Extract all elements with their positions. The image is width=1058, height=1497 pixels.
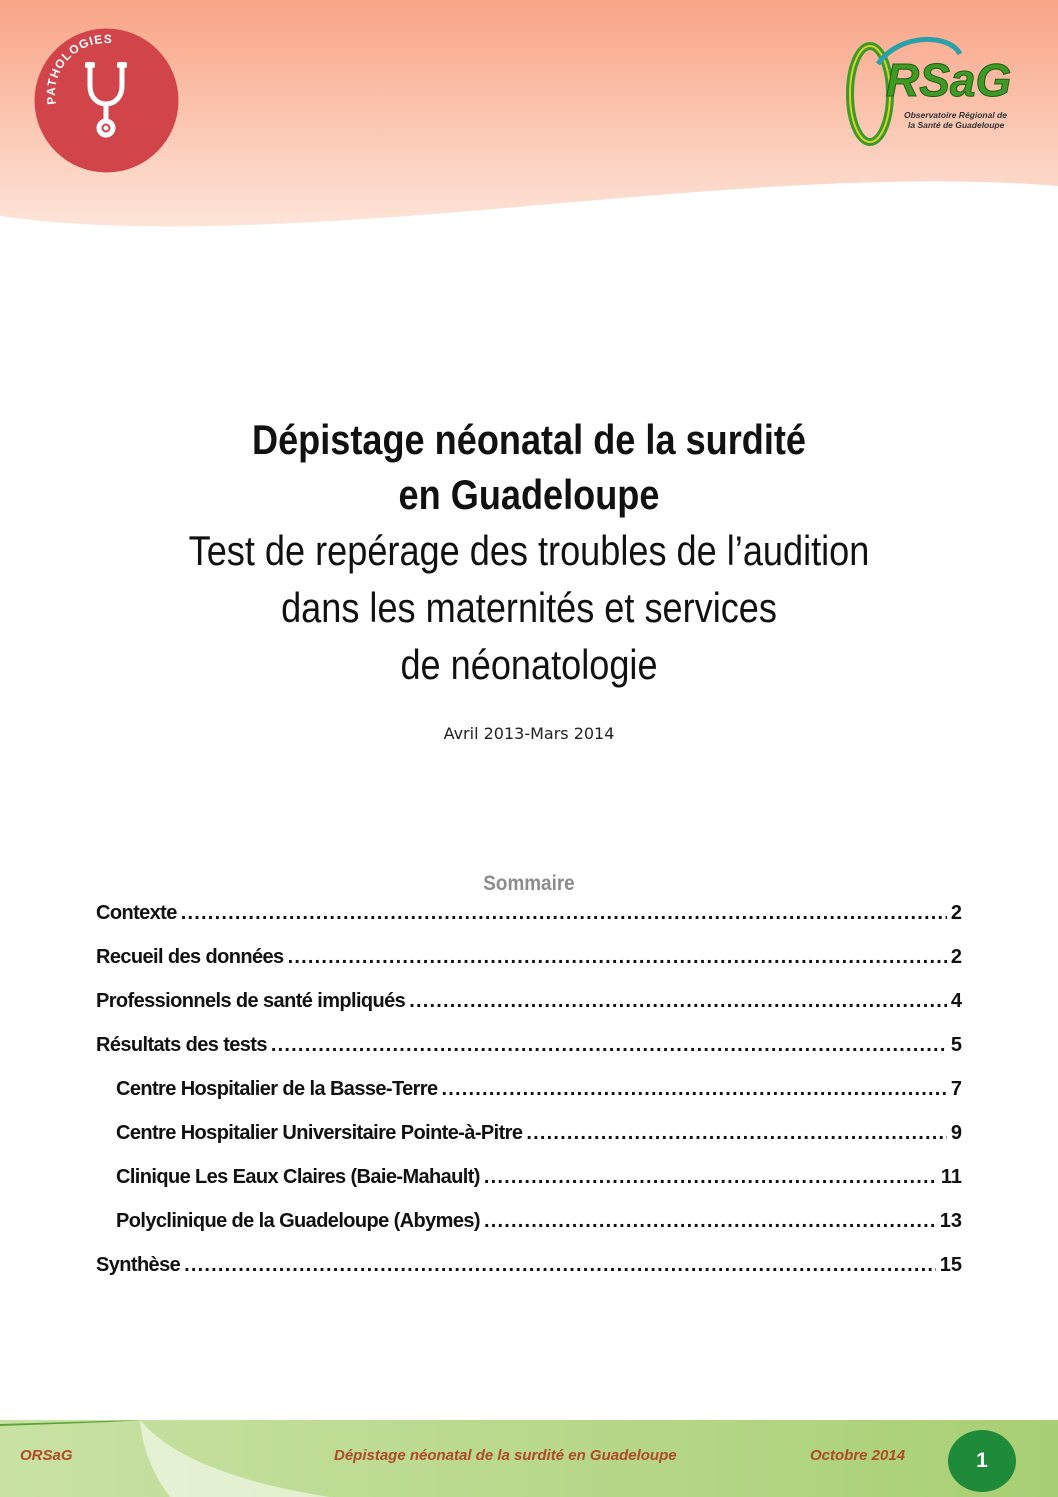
page-number: 1 [948, 1430, 1016, 1492]
toc-leader-dots [442, 1078, 947, 1101]
toc-subentry[interactable] [96, 1122, 962, 1166]
toc-entry[interactable] [96, 990, 962, 1034]
badge-label: PATHOLOGIES [43, 31, 114, 106]
toc-entry-label: Synthèse [96, 1254, 181, 1276]
title-line-2: en Guadeloupe [398, 471, 660, 518]
toc-entry-label: Recueil des données [96, 946, 284, 968]
toc-leader-dots [526, 1122, 947, 1145]
toc-entry-page: 11 [940, 1166, 962, 1188]
toc-leader-dots [184, 1254, 936, 1277]
title-line-1: Dépistage néonatal de la surdité [251, 416, 806, 463]
toc-subentry[interactable] [96, 1078, 962, 1122]
toc-leader-dots [409, 990, 947, 1013]
toc-entry-label: Centre Hospitalier de la Basse-Terre [116, 1078, 438, 1100]
footer-date: Octobre 2014 [810, 1447, 906, 1464]
toc-subentry[interactable] [96, 1166, 962, 1210]
orsag-logo [840, 26, 1035, 156]
subtitle-line-2: dans les maternités et services [281, 584, 777, 631]
toc-leader-dots [181, 902, 947, 925]
toc-entry-label: Clinique Les Eaux Claires (Baie-Mahault) [116, 1166, 480, 1188]
toc-entry-page: 7 [950, 1078, 962, 1100]
toc-leader-dots [288, 946, 947, 969]
document-title [0, 412, 1058, 693]
toc-entry-page: 13 [939, 1210, 962, 1232]
toc-subentry[interactable] [96, 1210, 962, 1254]
toc-entry-label: Résultats des tests [96, 1034, 267, 1056]
toc-leader-dots [271, 1034, 947, 1057]
toc-leader-dots [484, 1210, 936, 1233]
subtitle-line-1: Test de repérage des troubles de l’audition [188, 527, 870, 574]
toc-entry[interactable] [96, 1254, 962, 1298]
toc-entry-label: Contexte [96, 902, 177, 924]
toc-leader-dots [484, 1166, 937, 1189]
toc-entry-page: 2 [950, 946, 962, 968]
footer-doc-title: Dépistage néonatal de la surdité en Guadeloupe [334, 1447, 677, 1464]
toc-entry-page: 15 [939, 1254, 962, 1276]
table-of-contents [96, 902, 962, 1298]
footer-org: ORSaG [20, 1447, 73, 1464]
toc-entry-page: 2 [950, 902, 962, 924]
toc-heading: Sommaire [483, 872, 575, 895]
toc-entry-label: Professionnels de santé impliqués [96, 990, 406, 1012]
logo-tagline-2: la Santé de Guadeloupe [908, 120, 1005, 130]
toc-entry[interactable] [96, 1034, 962, 1078]
subtitle-line-3: de néonatologie [400, 641, 658, 688]
period-text: Avril 2013-Mars 2014 [443, 724, 615, 743]
svg-text:RSaG: RSaG [886, 54, 1012, 106]
toc-entry-page: 4 [950, 990, 962, 1012]
pathologies-badge [34, 28, 179, 173]
toc-entry[interactable] [96, 902, 962, 946]
toc-entry-label: Polyclinique de la Guadeloupe (Abymes) [116, 1210, 480, 1232]
toc-entry-page: 5 [950, 1034, 962, 1056]
toc-entry[interactable] [96, 946, 962, 990]
toc-entry-label: Centre Hospitalier Universitaire Pointe-à-Pitre [116, 1122, 523, 1144]
toc-entry-page: 9 [950, 1122, 962, 1144]
logo-tagline-1: Observatoire Régional de [904, 110, 1007, 120]
